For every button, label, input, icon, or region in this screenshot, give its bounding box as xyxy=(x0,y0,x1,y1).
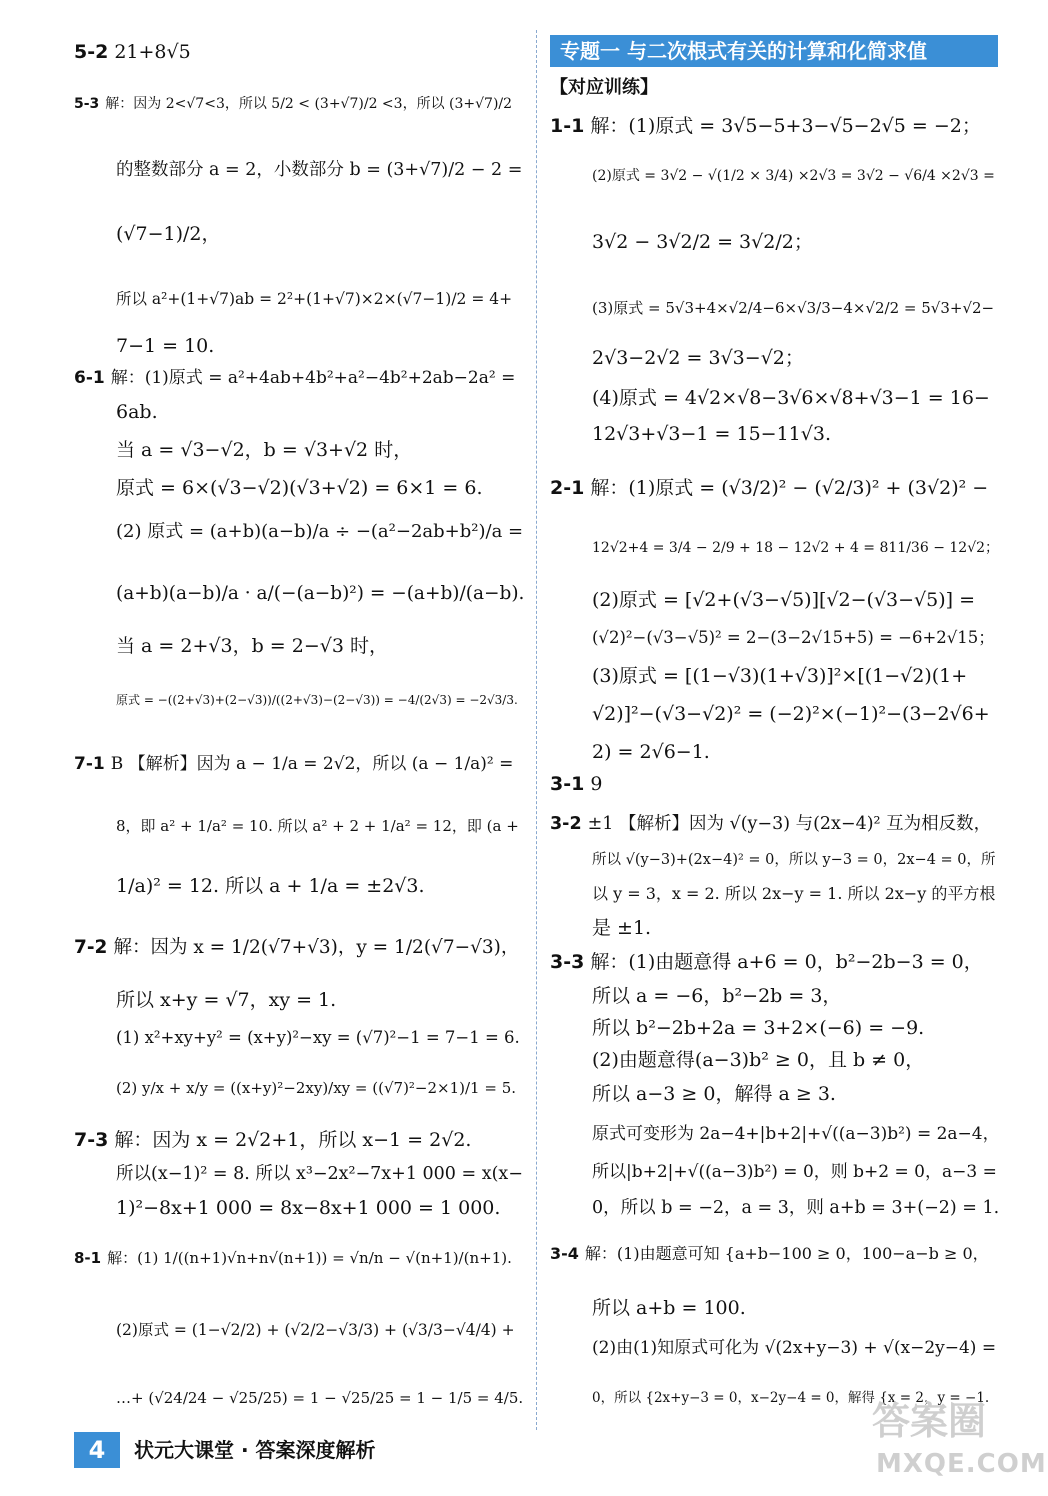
solution-line xyxy=(116,398,158,426)
solution-line xyxy=(592,1158,997,1186)
solution-line xyxy=(550,810,991,838)
solution-text: 所以 a+b = 100. xyxy=(592,1297,746,1319)
solution-line xyxy=(116,518,523,546)
solution-text: 12√3+√3−1 = 15−11√3. xyxy=(592,423,832,445)
solution-line xyxy=(592,846,996,874)
solution-text: 所以 a−3 ≥ 0，解得 a ≥ 3. xyxy=(592,1083,836,1105)
solution-text: (4)原式 = 4√2×√8−3√6×√8+√3−1 = 16− xyxy=(592,387,990,409)
page-number: 4 xyxy=(74,1432,120,1468)
solution-line xyxy=(116,285,512,313)
solution-line xyxy=(550,1240,989,1268)
solution-line xyxy=(74,364,515,392)
solution-text: (2)原式 = (1−√2/2) + (√2/2−√3/3) + (√3/3−√4/4) + xyxy=(116,1321,515,1339)
solution-line xyxy=(116,1316,515,1344)
solution-line xyxy=(592,880,995,908)
solution-text: 2√3−2√2 = 3√3−√2； xyxy=(592,347,804,369)
watermark-logo xyxy=(866,1398,1047,1488)
solution-line xyxy=(550,474,988,502)
solution-text: 3√2 − 3√2/2 = 3√2/2； xyxy=(592,231,813,253)
solution-line xyxy=(74,38,191,66)
solution-text: 0，所以 b = −2，a = 3，则 a+b = 3+(−2) = 1. xyxy=(592,1198,1000,1218)
solution-text: 解：(1)原式 = (√3/2)² − (√2/3)² + (3√2)² − xyxy=(590,477,989,499)
solution-text: 所以|b+2|+√((a−3)b²) = 0，则 b+2 = 0，a−3 = xyxy=(592,1162,997,1182)
solution-line xyxy=(74,90,512,118)
solution-text: (√2)²−(√3−√5)² = 2−(3−2√15+5) = −6+2√15； xyxy=(592,628,995,647)
solution-text: 解：(1)原式 = 3√5−5+3−√5−2√5 = −2； xyxy=(590,115,981,137)
solution-text: ±1 【解析】因为 √(y−3) 与(2x−4)² 互为相反数， xyxy=(587,814,992,834)
solution-line xyxy=(592,1194,999,1222)
problem-number: 5-3 xyxy=(74,96,100,112)
watermark-line-1: 答案圈 xyxy=(872,1399,987,1443)
solution-line xyxy=(116,220,221,248)
section-header: 专题一 与二次根式有关的计算和化简求值 xyxy=(550,35,998,67)
solution-text: 所以 √(y−3)+(2x−4)² = 0，所以 y−3 = 0，2x−4 = 0，所 xyxy=(592,852,996,868)
solution-text: (√7−1)/2， xyxy=(116,223,221,245)
solution-text: 解：因为 x = 1/2(√7+√3)，y = 1/2(√7−√3)， xyxy=(113,937,520,958)
solution-line xyxy=(74,1126,471,1154)
solution-line xyxy=(116,580,524,608)
problem-number: 7-2 xyxy=(74,937,108,958)
solution-line xyxy=(74,934,519,962)
solution-line xyxy=(592,738,710,766)
solution-line xyxy=(116,474,483,502)
solution-text: 2) = 2√6−1. xyxy=(592,741,710,763)
watermark-line-2: MXQE.COM xyxy=(876,1449,1047,1479)
solution-text: (2)由题意得(a−3)b² ≥ 0，且 b ≠ 0， xyxy=(592,1049,925,1071)
solution-line xyxy=(592,294,994,322)
solution-line xyxy=(592,662,967,690)
solution-line xyxy=(592,1120,1000,1148)
solution-line xyxy=(592,586,975,614)
solution-text: 7−1 = 10. xyxy=(116,335,215,357)
solution-text: 的整数部分 a = 2，小数部分 b = (3+√7)/2 − 2 = xyxy=(116,160,523,180)
solution-line xyxy=(592,162,995,190)
footer-title: 状元大课堂 · 答案深度解析 xyxy=(134,1438,376,1462)
solution-line xyxy=(116,872,425,900)
problem-number: 3-1 xyxy=(550,773,585,795)
solution-text: 原式 = −((2+√3)+(2−√3))/((2+√3)−(2−√3)) = −4/(2√3) = −2√3/3. xyxy=(116,693,518,707)
solution-line xyxy=(116,686,518,714)
solution-line xyxy=(116,632,388,660)
solution-text: 0，所以 {2x+y−3 = 0，x−2y−4 = 0，解得 {x = 2，y = −1. xyxy=(592,1390,990,1406)
solution-line xyxy=(592,344,804,372)
solution-text: (2) 原式 = (a+b)(a−b)/a ÷ −(a²−2ab+b²)/a = xyxy=(116,521,524,542)
solution-text: 所以 a²+(1+√7)ab = 2²+(1+√7)×2×(√7−1)/2 = 4+ xyxy=(116,290,513,308)
problem-number: 3-4 xyxy=(550,1244,579,1263)
problem-number: 5-2 xyxy=(74,41,109,63)
solution-line xyxy=(116,1074,516,1102)
solution-text: 所以 x+y = √7，xy = 1. xyxy=(116,989,337,1011)
section-subheader: 【对应训练】 xyxy=(550,77,658,98)
solution-text: 当 a = √3−√2，b = √3+√2 时， xyxy=(116,439,413,461)
solution-text: 解：因为 x = 2√2+1，所以 x−1 = 2√2. xyxy=(114,1129,472,1151)
solution-line xyxy=(592,1294,746,1322)
solution-text: 解：(1)原式 = a²+4ab+4b²+a²−4b²+2ab−2a² = xyxy=(110,368,516,388)
solution-text: …+ (√24/24 − √25/25) = 1 − √25/25 = 1 − 1/5 = 4/5. xyxy=(116,1389,524,1407)
solution-text: 解：(1)由题意得 a+6 = 0，b²−2b−3 = 0， xyxy=(590,951,983,973)
solution-text: 12√2+4 = 3/4 − 2/9 + 18 − 12√2 + 4 = 811/36 − 12√2； xyxy=(592,540,1000,556)
problem-number: 7-3 xyxy=(74,1129,109,1151)
solution-text: (2)原式 = 3√2 − √(1/2 × 3/4) ×2√3 = 3√2 − √6/4 ×2√3 = xyxy=(592,168,995,184)
solution-line xyxy=(74,1244,512,1272)
solution-text: (2) y/x + x/y = ((x+y)²−2xy)/xy = ((√7)²−2×1)/1 = 5. xyxy=(116,1079,517,1097)
problem-number: 6-1 xyxy=(74,368,105,388)
solution-text: 8，即 a² + 1/a² = 10. 所以 a² + 2 + 1/a² = 12，即 (a + xyxy=(116,817,519,835)
solution-text: (a+b)(a−b)/a · a/(−(a−b)²) = −(a+b)/(a−b). xyxy=(116,583,525,604)
solution-line xyxy=(116,1384,523,1412)
solution-line xyxy=(592,914,651,942)
solution-text: (2)原式 = [√2+(√3−√5)][√2−(√3−√5)] = xyxy=(592,589,976,611)
solution-text: 解：(1) 1/((n+1)√n+n√(n+1)) = √n/n − √(n+1)/(n+1). xyxy=(107,1249,512,1267)
solution-line xyxy=(592,384,990,412)
solution-text: 解：(1)由题意可知 {a+b−100 ≥ 0，100−a−b ≥ 0， xyxy=(584,1244,989,1263)
solution-line xyxy=(116,1194,500,1222)
solution-line xyxy=(592,1334,996,1362)
solution-text: 所以 b²−2b+2a = 3+2×(−6) = −9. xyxy=(592,1017,925,1039)
solution-text: 1)²−8x+1 000 = 8x−8x+1 000 = 1 000. xyxy=(116,1197,501,1219)
solution-text: (2)由(1)知原式可化为 √(2x+y−3) + √(x−2y−4) = xyxy=(592,1338,997,1358)
solution-text: 是 ±1. xyxy=(592,917,652,939)
problem-number: 3-3 xyxy=(550,951,585,973)
solution-text: 解：因为 2<√7<3，所以 5/2 < (3+√7)/2 <3，所以 (3+√7)/2 xyxy=(105,96,513,112)
solution-text: 1/a)² = 12. 所以 a + 1/a = ±2√3. xyxy=(116,875,425,897)
solution-text: 当 a = 2+√3，b = 2−√3 时， xyxy=(116,635,388,657)
solution-line xyxy=(592,228,813,256)
solution-line xyxy=(116,986,336,1014)
solution-line xyxy=(74,750,513,778)
solution-line xyxy=(116,1160,523,1188)
solution-line xyxy=(116,1024,520,1052)
problem-number: 7-1 xyxy=(74,754,105,774)
solution-text: (3)原式 = [(1−√3)(1+√3)]²×[(1−√2)(1+ xyxy=(592,665,968,687)
solution-line xyxy=(592,1046,924,1074)
solution-text: 6ab. xyxy=(116,401,158,423)
solution-line xyxy=(592,1080,836,1108)
solution-line xyxy=(550,948,983,976)
solution-line xyxy=(116,812,519,840)
solution-text: (1) x²+xy+y² = (x+y)²−xy = (√7)²−1 = 7−1 = 6. xyxy=(116,1028,520,1047)
solution-text: √2)]²−(√3−√2)² = (−2)²×(−1)²−(3−2√6+ xyxy=(592,703,990,725)
solution-line xyxy=(592,624,995,652)
solution-text: 原式可变形为 2a−4+|b+2|+√((a−3)b²) = 2a−4， xyxy=(592,1124,1000,1144)
solution-line xyxy=(592,420,831,448)
solution-line xyxy=(592,982,841,1010)
solution-line xyxy=(116,436,412,464)
solution-text: 21+8√5 xyxy=(114,41,191,63)
problem-number: 1-1 xyxy=(550,115,585,137)
solution-text: (3)原式 = 5√3+4×√2/4−6×√3/3−4×√2/2 = 5√3+√2− xyxy=(592,299,995,317)
solution-text: 以 y = 3，x = 2. 所以 2x−y = 1. 所以 2x−y 的平方根 xyxy=(592,884,996,903)
column-divider xyxy=(536,30,537,1430)
solution-text: 原式 = 6×(√3−√2)(√3+√2) = 6×1 = 6. xyxy=(116,477,483,499)
solution-text: B 【解析】因为 a − 1/a = 2√2，所以 (a − 1/a)² = xyxy=(110,754,514,774)
problem-number: 8-1 xyxy=(74,1249,102,1267)
solution-line xyxy=(116,332,214,360)
solution-text: 9 xyxy=(590,773,603,795)
solution-line xyxy=(550,770,602,798)
solution-text: 所以 a = −6，b²−2b = 3， xyxy=(592,985,842,1007)
solution-line xyxy=(550,112,981,140)
solution-line xyxy=(592,700,990,728)
problem-number: 2-1 xyxy=(550,477,585,499)
solution-line xyxy=(592,1014,924,1042)
solution-line xyxy=(116,156,522,184)
solution-line xyxy=(592,534,999,562)
problem-number: 3-2 xyxy=(550,814,582,834)
solution-text: 所以(x−1)² = 8. 所以 x³−2x²−7x+1 000 = x(x− xyxy=(116,1164,523,1184)
